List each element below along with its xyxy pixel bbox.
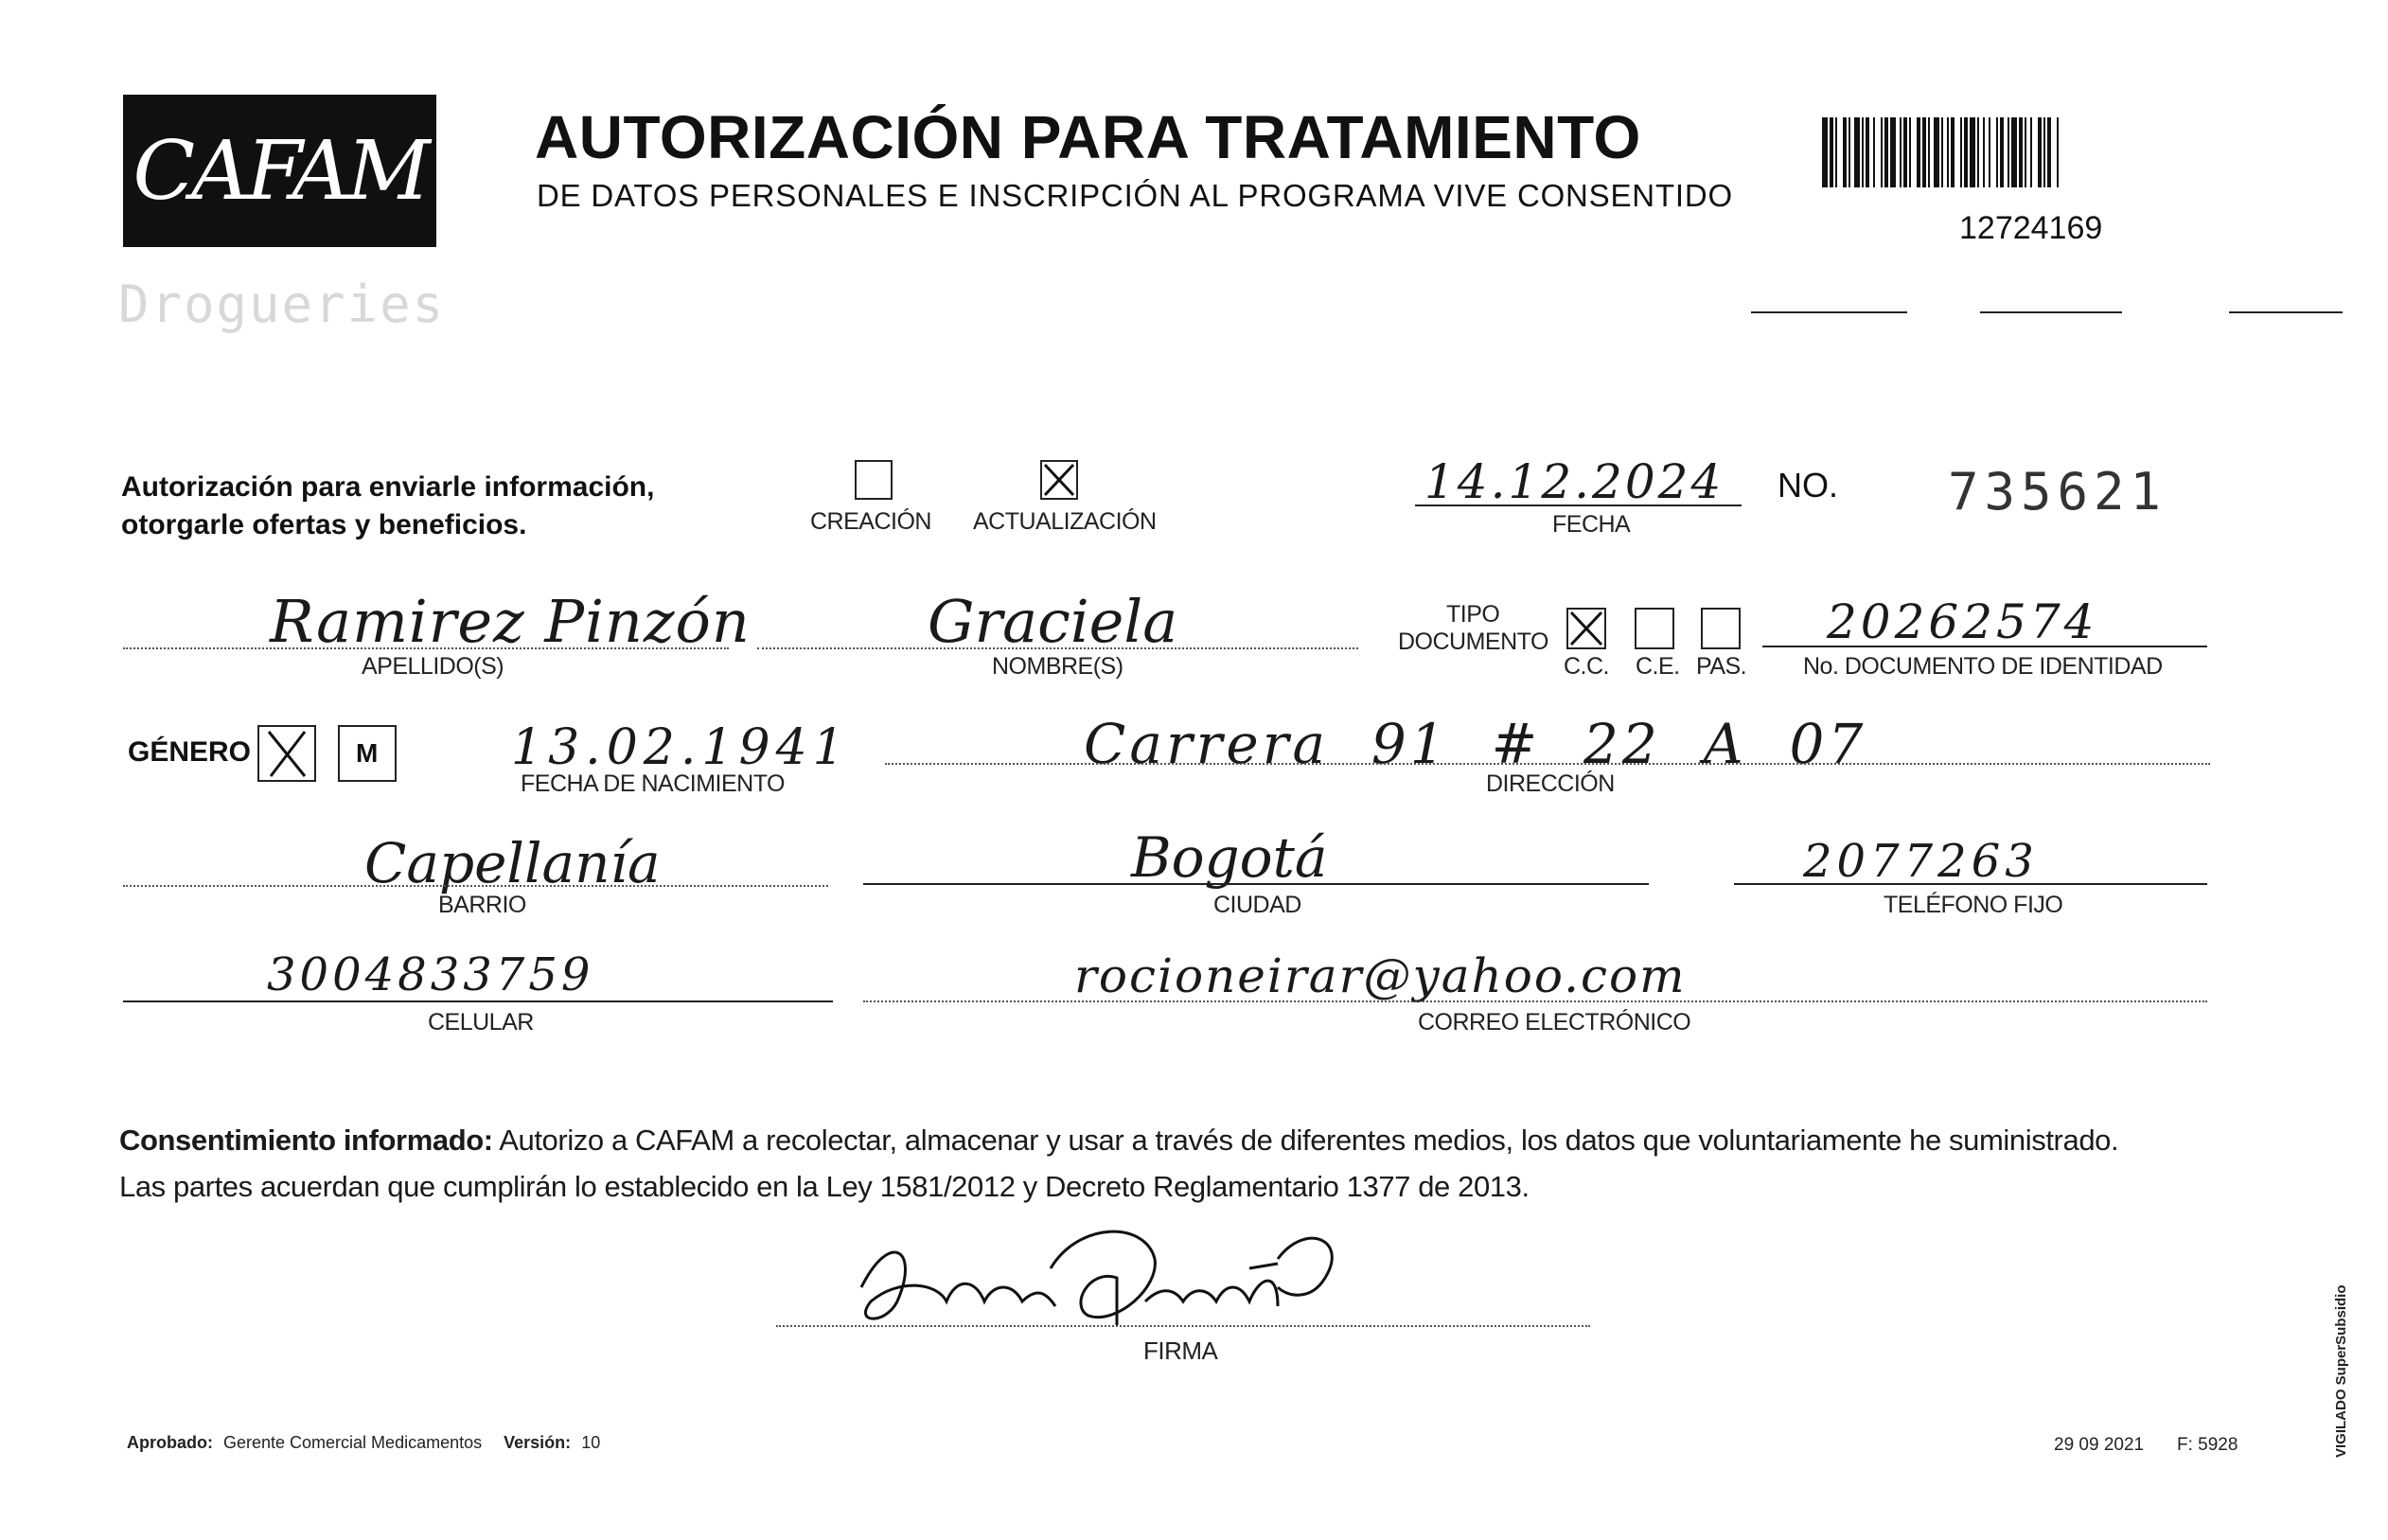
surnames-line [123,647,729,649]
footer-date: 29 09 2021 [2054,1435,2145,1455]
update-checkbox[interactable] [1040,460,1078,500]
cafam-logo [123,95,436,247]
barcode-bar [1917,117,1920,187]
barcode-bar [2038,117,2042,187]
barrio-line [123,885,828,887]
document-title: AUTORIZACIÓN PARA TRATAMIENTO [535,103,1641,171]
authorization-heading-line1: Autorización para enviarle información, [121,471,655,503]
logo-text: CAFAM [133,123,427,219]
check-mark-icon [1042,462,1076,498]
check-mark-icon [259,727,314,780]
barcode-bar [2043,117,2045,187]
gender-label: GÉNERO [128,736,252,768]
barcode-bar [1890,117,1896,187]
barcode-bar [1928,117,1930,187]
barcode-bar [2011,117,2017,187]
date-label: FECHA [1552,511,1631,538]
barcode-bar [2047,117,2051,187]
barcode-bar [1881,117,1883,187]
creation-label: CREACIÓN [810,508,931,535]
version-label: Versión: [504,1433,572,1452]
signature[interactable] [833,1212,1363,1344]
ce-label: C.E. [1636,653,1680,680]
mobile-line [123,1000,833,1002]
pas-checkbox[interactable] [1701,608,1741,649]
cc-checkbox[interactable] [1566,608,1606,649]
creation-checkbox[interactable] [855,460,893,500]
barcode-bar [1989,117,1990,187]
barcode-number: 12724169 [1959,210,2103,246]
divider [1980,311,2122,313]
barcode-bar [2057,117,2059,187]
doc-number-value[interactable]: 20262574 [1827,594,2098,649]
signature-label: FIRMA [1143,1336,1218,1365]
barcode-bar [1947,117,1949,187]
surnames-value[interactable]: Ramirez Pinzón [270,587,751,656]
barcode-bar [1848,117,1850,187]
barcode-bar [1900,117,1902,187]
authorization-heading [121,469,654,544]
barcode-bar [1884,117,1888,187]
consent-text [119,1117,2118,1210]
barcode-bar [2025,117,2026,187]
barcode-bar [1970,117,1975,187]
cc-label: C.C. [1564,653,1609,680]
email-label: CORREO ELECTRÓNICO [1418,1009,1691,1036]
email-value[interactable]: rocioneirar@yahoo.com [1074,948,1687,1003]
birth-date-label: FECHA DE NACIMIENTO [521,770,785,797]
mobile-value[interactable]: 3004833759 [267,948,594,1001]
barcode-bar [1873,117,1875,187]
address-value[interactable]: Carrera 91 # 22 A 07 [1084,712,1867,776]
barcode-bar [1854,117,1860,187]
surnames-label: APELLIDO(S) [362,653,504,680]
barcode-bar [1862,117,1864,187]
city-label: CIUDAD [1213,892,1301,918]
barcode-bar [1977,117,1979,187]
address-line [885,763,2210,765]
check-mark-icon [1568,610,1604,647]
doc-type-label-2: DOCUMENTO [1398,628,1548,655]
doc-number-label: No. DOCUMENTO DE IDENTIDAD [1803,653,2163,680]
phone-line [1734,883,2207,885]
barcode-bar [1866,117,1869,187]
phone-value[interactable]: 2077263 [1803,835,2039,888]
barcode-bar [1843,117,1847,187]
gender-m-label: M [356,738,379,768]
doc-number-line [1762,646,2207,647]
mobile-label: CELULAR [428,1009,534,1036]
consent-lead: Consentimiento informado: [119,1124,493,1157]
divider [2229,311,2343,313]
supervision-stamp: VIGILADO SuperSubsidio [2333,1284,2349,1458]
gender-m-checkbox[interactable] [338,725,397,782]
barrio-label: BARRIO [438,892,526,918]
names-line [757,647,1358,649]
barcode [1822,117,2201,187]
signature-line [776,1325,1590,1327]
city-line [863,883,1649,885]
barcode-bar [2030,117,2032,187]
logo-subtitle: Drogueries [118,274,446,334]
form-number: 735621 [1948,462,2167,522]
names-value[interactable]: Graciela [928,587,1178,656]
barcode-bar [1960,117,1962,187]
barcode-bar [1903,117,1907,187]
approved-value: Gerente Comercial Medicamentos [223,1433,483,1452]
approved-label: Aprobado: [127,1433,213,1452]
barcode-bar [1922,117,1926,187]
footer-form-code: F: 5928 [2177,1435,2238,1455]
barcode-bar [2019,117,2023,187]
barrio-value[interactable]: Capellanía [364,831,661,895]
divider [1751,311,1907,313]
address-label: DIRECCIÓN [1486,770,1615,797]
barcode-bar [1951,117,1955,187]
update-label: ACTUALIZACIÓN [973,508,1157,535]
barcode-bar [1830,117,1833,187]
city-value[interactable]: Bogotá [1131,825,1328,890]
date-line [1415,504,1742,506]
date-value[interactable]: 14.12.2024 [1424,454,1725,509]
barcode-bar [1835,117,1837,187]
number-label: NO. [1778,466,1839,504]
barcode-bar [1964,117,1968,187]
consent-line1 [119,1117,2118,1163]
barcode-bar [1934,117,1939,187]
barcode-bar [2000,117,2004,187]
barcode-bar [1983,117,1985,187]
names-label: NOMBRE(S) [992,653,1123,680]
barcode-bar [1996,117,1998,187]
ce-checkbox[interactable] [1635,608,1674,649]
birth-date-value[interactable]: 13.02.1941 [511,719,850,776]
barcode-bar [1822,117,1828,187]
consent-text-line2: Las partes acuerdan que cumplirán lo establecido en la Ley 1581/2012 y Decreto Reglamentario 1377 de 2013. [119,1170,1530,1203]
barcode-bar [1909,117,1911,187]
gender-f-checkbox[interactable] [257,725,316,782]
pas-label: PAS. [1696,653,1747,680]
version-value: 10 [581,1433,601,1452]
footer-approval [127,1433,600,1453]
phone-label: TELÉFONO FIJO [1884,892,2063,918]
document-subtitle: DE DATOS PERSONALES E INSCRIPCIÓN AL PROGRAMA VIVE CONSENTIDO [537,178,1733,213]
consent-text-line1: Autorizo a CAFAM a recolectar, almacenar y usar a través de diferentes medios, los datos que voluntariamente he suministrado. [492,1124,2119,1157]
barcode-bar [2008,117,2009,187]
barcode-bar [1941,117,1943,187]
doc-type-label-1: TIPO [1446,601,1500,628]
authorization-heading-line2: otorgarle ofertas y beneficios. [121,509,527,540]
email-line [863,1000,2207,1002]
